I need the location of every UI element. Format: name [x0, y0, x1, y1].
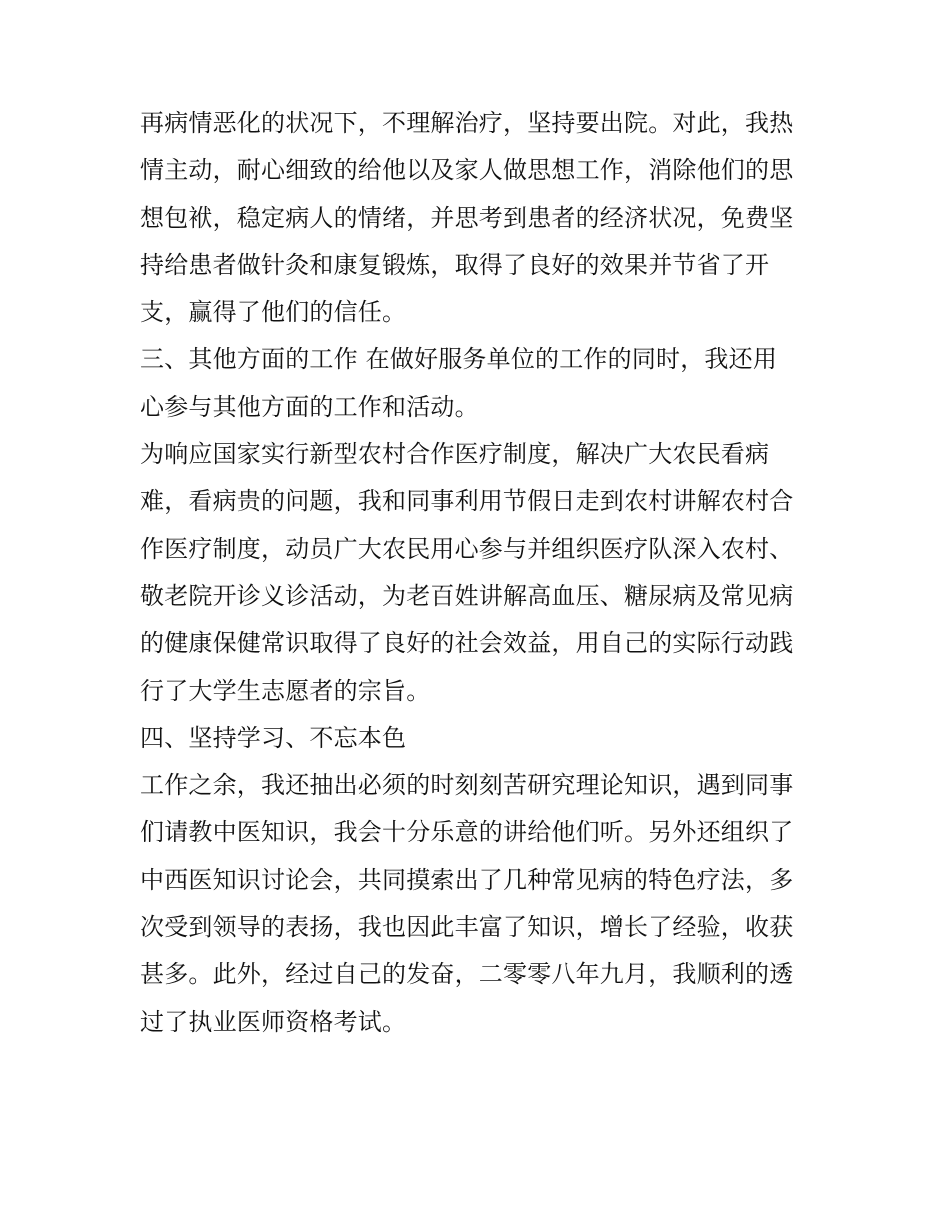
section-heading-3: 三、其他方面的工作 在做好服务单位的工作的同时，我还用 — [140, 345, 778, 374]
text-line: 们请教中医知识，我会十分乐意的讲给他们听。另外还组织了 — [140, 818, 794, 847]
text-line: 想包袱，稳定病人的情绪，并思考到患者的经济状况，免费坚 — [140, 203, 794, 232]
text-line: 为响应国家实行新型农村合作医疗制度，解决广大农民看病 — [140, 440, 770, 469]
section-heading-4: 四、坚持学习、不忘本色 — [140, 723, 407, 752]
text-line: 过了执业医师资格考试。 — [140, 1007, 407, 1036]
text-line: 心参与其他方面的工作和活动。 — [140, 392, 479, 421]
text-line: 持给患者做针灸和康复锻炼，取得了良好的效果并节省了开 — [140, 250, 770, 279]
document-body — [140, 100, 820, 1046]
text-line: 甚多。此外，经过自己的发奋，二零零八年九月，我顺利的透 — [140, 960, 794, 989]
text-line: 作医疗制度，动员广大农民用心参与并组织医疗队深入农村、 — [140, 534, 794, 563]
text-line: 工作之余，我还抽出必须的时刻刻苦研究理论知识，遇到同事 — [140, 771, 794, 800]
text-line: 难，看病贵的问题，我和同事利用节假日走到农村讲解农村合 — [140, 487, 794, 516]
text-line: 行了大学生志愿者的宗旨。 — [140, 676, 431, 705]
text-line: 的健康保健常识取得了良好的社会效益，用自己的实际行动践 — [140, 629, 794, 658]
text-line: 中西医知识讨论会，共同摸索出了几种常见病的特色疗法，多 — [140, 865, 794, 894]
text-line: 再病情恶化的状况下，不理解治疗，坚持要出院。对此，我热 — [140, 109, 794, 137]
text-line: 次受到领导的表扬，我也因此丰富了知识，增长了经验，收获 — [140, 913, 794, 942]
text-line: 敬老院开诊义诊活动，为老百姓讲解高血压、糖尿病及常见病 — [140, 581, 794, 610]
text-line: 支，赢得了他们的信任。 — [140, 298, 407, 327]
text-line: 情主动，耐心细致的给他以及家人做思想工作，消除他们的思 — [140, 156, 794, 185]
